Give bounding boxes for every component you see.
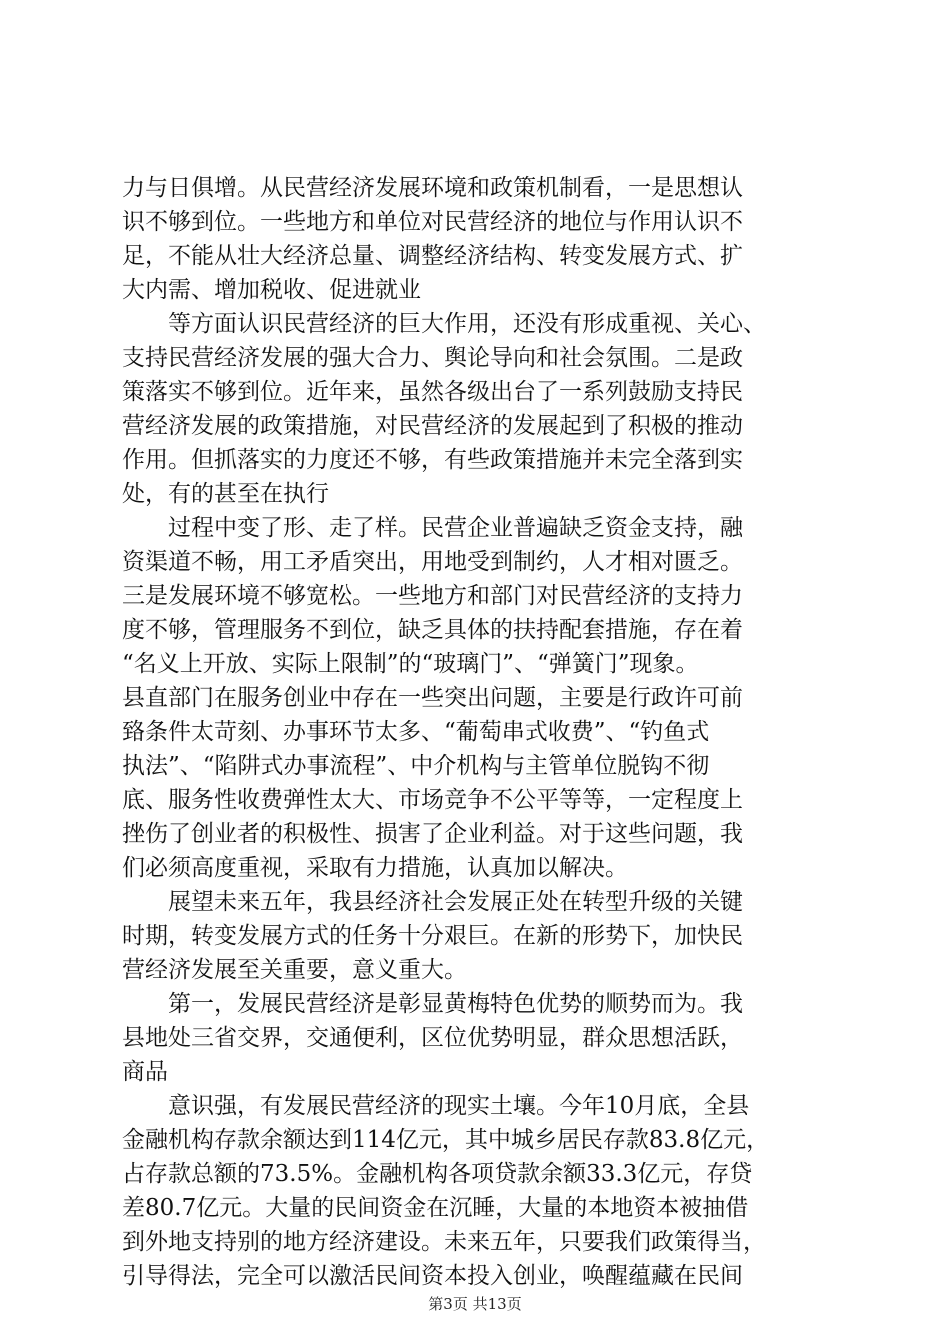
text-line: 营经济发展至关重要，意义重大。: [122, 957, 467, 983]
text-line: 时期，转变发展方式的任务十分艰巨。在新的形势下，加快民: [122, 923, 743, 949]
text-line: 金融机构存款余额达到114亿元，其中城乡居民存款83.8亿元，: [122, 1127, 770, 1153]
text-line: 足，不能从壮大经济总量、调整经济结构、转变发展方式、扩: [122, 243, 743, 269]
text-line: 三是发展环境不够宽松。一些地方和部门对民营经济的支持力: [122, 583, 743, 609]
text-line: 过程中变了形、走了样。民营企业普遍缺乏资金支持，融: [168, 515, 743, 541]
text-line: 县地处三省交界，交通便利，区位优势明显，群众思想活跃，: [122, 1025, 743, 1051]
text-line: 到外地支持别的地方经济建设。未来五年，只要我们政策得当，: [122, 1229, 766, 1255]
text-line: 县直部门在服务创业中存在一些突出问题，主要是行政许可前: [122, 685, 743, 711]
text-line: 度不够，管理服务不到位，缺乏具体的扶持配套措施，存在着: [122, 617, 743, 643]
text-line: 差80.7亿元。大量的民间资金在沉睡，大量的本地资本被抽借: [122, 1195, 749, 1221]
text-line: “名义上开放、实际上限制”的“玻璃门”、“弹簧门”现象。: [122, 651, 699, 677]
text-line: 商品: [122, 1059, 168, 1085]
text-line: 臵条件太苛刻、办事环节太多、“葡萄串式收费”、“钓鱼式: [122, 719, 710, 745]
text-line: 策落实不够到位。近年来，虽然各级出台了一系列鼓励支持民: [122, 379, 743, 405]
text-line: 们必须高度重视，采取有力措施，认真加以解决。: [122, 855, 628, 881]
text-line: 等方面认识民营经济的巨大作用，还没有形成重视、关心、: [168, 311, 766, 337]
text-line: 意识强，有发展民营经济的现实土壤。今年10月底，全县: [168, 1093, 750, 1119]
text-line: 支持民营经济发展的强大合力、舆论导向和社会氛围。二是政: [122, 345, 743, 371]
text-line: 展望未来五年，我县经济社会发展正处在转型升级的关键: [168, 889, 743, 915]
text-line: 第一，发展民营经济是彰显黄梅特色优势的顺势而为。我: [168, 991, 743, 1017]
text-line: 占存款总额的73.5%。金融机构各项贷款余额33.3亿元，存贷: [122, 1161, 753, 1187]
text-line: 资渠道不畅，用工矛盾突出，用地受到制约，人才相对匮乏。: [122, 549, 743, 575]
text-line: 执法”、“陷阱式办事流程”、中介机构与主管单位脱钩不彻: [122, 753, 710, 779]
text-line: 作用。但抓落实的力度还不够，有些政策措施并未完全落到实: [122, 447, 743, 473]
text-line: 大内需、增加税收、促进就业: [122, 277, 421, 303]
text-line: 底、服务性收费弹性太大、市场竞争不公平等等，一定程度上: [122, 787, 743, 813]
text-line: 营经济发展的政策措施，对民营经济的发展起到了积极的推动: [122, 413, 743, 439]
text-line: 识不够到位。一些地方和单位对民营经济的地位与作用认识不: [122, 209, 743, 235]
page-footer: 第3页 共13页: [428, 1295, 522, 1313]
text-line: 处，有的甚至在执行: [122, 481, 329, 507]
document-body: [122, 171, 832, 1293]
text-line: 力与日俱增。从民营经济发展环境和政策机制看，一是思想认: [122, 175, 743, 201]
text-line: 挫伤了创业者的积极性、损害了企业利益。对于这些问题，我: [122, 821, 743, 847]
text-line: 引导得法，完全可以激活民间资本投入创业，唤醒蕴藏在民间: [122, 1263, 743, 1289]
